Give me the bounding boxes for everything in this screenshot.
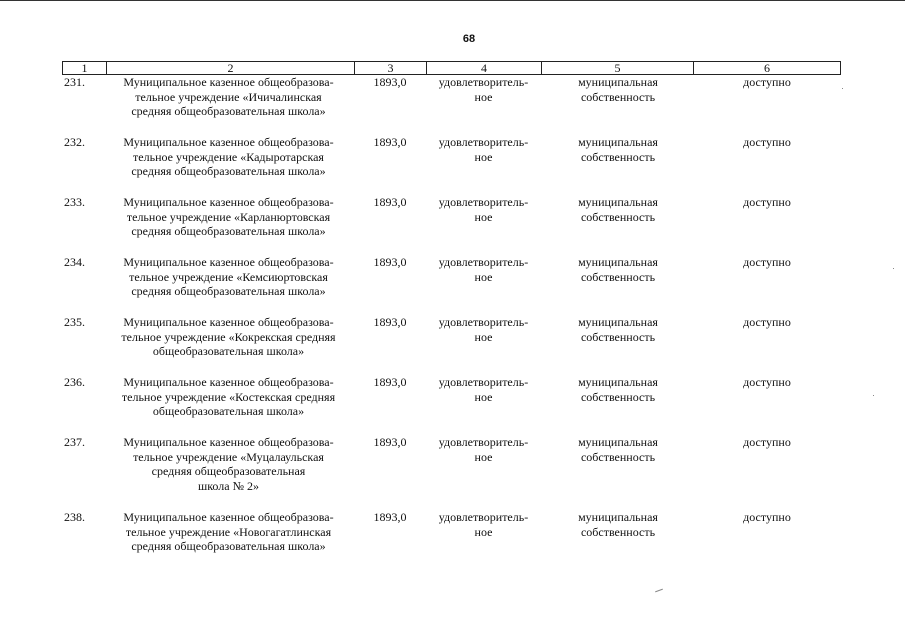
ownership-line: муниципальная [578, 510, 658, 524]
institution-name-line: общеобразовательная школа» [152, 404, 305, 418]
ownership-line: собственность [580, 329, 656, 344]
institution-name-line: тельное учреждение «Карланюртовская [126, 209, 331, 224]
column-header-1: 1 [63, 62, 107, 75]
top-border-line [0, 0, 905, 1]
accessibility-value: доступно [743, 435, 791, 449]
institution-name-line: средняя общеобразовательная школа» [131, 164, 326, 178]
row-number: 232. [64, 135, 85, 149]
institution-name-line: средняя общеобразовательная [151, 464, 306, 478]
institution-name-line: Муниципальное казенное общеобразова- [123, 75, 334, 89]
condition-value [426, 135, 541, 164]
ownership-line: собственность [580, 149, 656, 164]
institution-name-line: тельное учреждение «Муцалаульская [133, 449, 324, 464]
area-value: 1893,0 [373, 195, 407, 209]
condition-line: ное [474, 449, 493, 464]
area-value: 1893,0 [373, 435, 407, 449]
ownership-line: собственность [580, 389, 656, 404]
area-value: 1893,0 [373, 255, 407, 269]
accessibility-value: доступно [743, 195, 791, 209]
column-header-3: 3 [355, 62, 427, 75]
condition-line: удовлетворитель- [438, 435, 529, 449]
condition-value [426, 255, 541, 284]
accessibility-value: доступно [743, 255, 791, 269]
column-header-5: 5 [542, 62, 694, 75]
row-number: 234. [64, 255, 85, 269]
ownership-line: собственность [580, 449, 656, 464]
ownership-line: муниципальная [578, 315, 658, 329]
institution-name-line: тельное учреждение «Кемсиюртовская [129, 269, 328, 284]
ownership-line: муниципальная [578, 195, 658, 209]
condition-line: ное [474, 269, 493, 284]
institution-name-line: общеобразовательная школа» [152, 344, 305, 358]
ownership-value [542, 315, 694, 344]
condition-line: ное [474, 524, 493, 539]
ownership-line: собственность [580, 89, 656, 104]
ownership-value [542, 195, 694, 224]
accessibility-value: доступно [743, 315, 791, 329]
condition-line: ное [474, 149, 493, 164]
ownership-value [542, 435, 694, 464]
row-number: 233. [64, 195, 85, 209]
ownership-value [542, 510, 694, 539]
institution-name-line: средняя общеобразовательная школа» [131, 224, 326, 238]
institution-name [106, 510, 351, 554]
condition-line: удовлетворитель- [438, 315, 529, 329]
institution-name-line: средняя общеобразовательная школа» [131, 284, 326, 298]
condition-line: удовлетворитель- [438, 75, 529, 89]
ownership-value [542, 135, 694, 164]
institution-name [106, 135, 351, 179]
row-number: 236. [64, 375, 85, 389]
page-number: 68 [462, 33, 476, 45]
condition-value [426, 75, 541, 104]
column-header-2: 2 [107, 62, 355, 75]
scan-speck [655, 589, 663, 593]
ownership-line: муниципальная [578, 375, 658, 389]
column-header-table [62, 61, 841, 75]
row-number: 237. [64, 435, 85, 449]
institution-name-line: тельное учреждение «Новогагатлинская [125, 524, 332, 539]
ownership-line: муниципальная [578, 435, 658, 449]
ownership-line: собственность [580, 524, 656, 539]
accessibility-value: доступно [743, 135, 791, 149]
condition-line: ное [474, 89, 493, 104]
accessibility-value: доступно [743, 75, 791, 89]
condition-line: удовлетворитель- [438, 255, 529, 269]
ownership-line: муниципальная [578, 255, 658, 269]
condition-line: ное [474, 389, 493, 404]
column-header-4: 4 [427, 62, 542, 75]
institution-name-line: тельное учреждение «Кадыротарская [133, 149, 324, 164]
condition-line: удовлетворитель- [438, 375, 529, 389]
condition-line: ное [474, 209, 493, 224]
institution-name-line: школа № 2» [197, 478, 260, 493]
ownership-value [542, 255, 694, 284]
condition-line: удовлетворитель- [438, 195, 529, 209]
area-value: 1893,0 [373, 315, 407, 329]
area-value: 1893,0 [373, 510, 407, 524]
ownership-line: муниципальная [578, 135, 658, 149]
area-value: 1893,0 [373, 375, 407, 389]
condition-line: удовлетворитель- [438, 135, 529, 149]
institution-name-line: Муниципальное казенное общеобразова- [123, 135, 334, 149]
row-number: 238. [64, 510, 85, 524]
column-header-row [63, 62, 841, 75]
column-header-6: 6 [694, 62, 841, 75]
ownership-line: собственность [580, 209, 656, 224]
ownership-value [542, 375, 694, 404]
institution-name-line: Муниципальное казенное общеобразова- [123, 375, 334, 389]
institution-name-line: средняя общеобразовательная школа» [131, 539, 326, 553]
row-number: 235. [64, 315, 85, 329]
condition-value [426, 435, 541, 464]
condition-line: ное [474, 329, 493, 344]
institution-name-line: Муниципальное казенное общеобразова- [123, 315, 334, 329]
area-value: 1893,0 [373, 75, 407, 89]
ownership-line: муниципальная [578, 75, 658, 89]
condition-value [426, 315, 541, 344]
ownership-value [542, 75, 694, 104]
institution-name [106, 435, 351, 493]
institution-name-line: средняя общеобразовательная школа» [131, 104, 326, 118]
institution-name [106, 195, 351, 239]
scan-speck [893, 268, 894, 269]
institution-name-line: Муниципальное казенное общеобразова- [123, 435, 334, 449]
accessibility-value: доступно [743, 375, 791, 389]
condition-line: удовлетворитель- [438, 510, 529, 524]
institution-name-line: тельное учреждение «Кокрекская средняя [121, 329, 336, 344]
ownership-line: собственность [580, 269, 656, 284]
scan-speck [873, 395, 874, 396]
accessibility-value: доступно [743, 510, 791, 524]
condition-value [426, 510, 541, 539]
scan-speck [842, 88, 843, 89]
condition-value [426, 375, 541, 404]
condition-value [426, 195, 541, 224]
institution-name-line: Муниципальное казенное общеобразова- [123, 195, 334, 209]
institution-name [106, 375, 351, 419]
institution-name-line: тельное учреждение «Ичичалинская [135, 89, 322, 104]
institution-name-line: тельное учреждение «Костекская средняя [121, 389, 336, 404]
institution-name-line: Муниципальное казенное общеобразова- [123, 510, 334, 524]
institution-name [106, 255, 351, 299]
institution-name [106, 315, 351, 359]
institution-name-line: Муниципальное казенное общеобразова- [123, 255, 334, 269]
institution-name [106, 75, 351, 119]
area-value: 1893,0 [373, 135, 407, 149]
row-number: 231. [64, 75, 85, 89]
